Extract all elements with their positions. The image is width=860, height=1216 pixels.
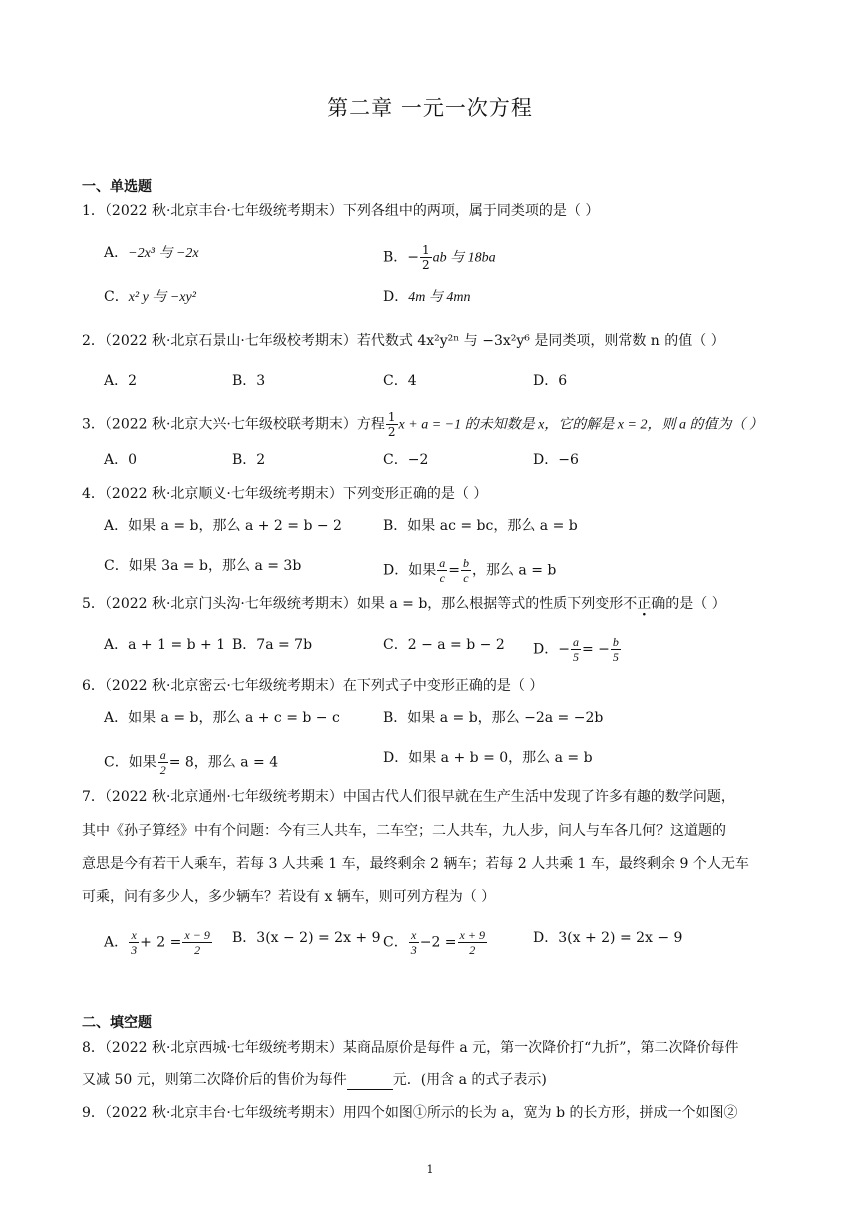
- question-4-stem: 4．（2022 秋·北京顺义·七年级统考期末）下列变形正确的是（ ）: [82, 486, 488, 502]
- question-7-line-1: 7．（2022 秋·北京通州·七年级统考期末）中国古代人们很早就在生产生活中发现了许多有趣的数学问题，: [82, 789, 735, 805]
- question-4-option-a: A．如果 a = b，那么 a + 2 = b − 2: [104, 518, 342, 534]
- question-3-option-b: B．2: [232, 452, 266, 468]
- question-3-option-c: C．−2: [383, 452, 429, 468]
- question-5-option-d: D．− $\frac{a}{5}$ = − $\frac{b}{5}$: [533, 635, 619, 664]
- question-2-option-a: A．2: [104, 373, 138, 389]
- question-4-option-d: D．如果 $\frac{a}{c}$ = $\frac{b}{c}$ ，那么 a = b: [383, 556, 557, 585]
- question-7-line-3: 意思是今有若干人乘车，若每 3 人共乘 1 车，最终剩余 2 辆车；若每 2 人共乘 1 车，最终剩余 9 个人无车: [82, 856, 749, 872]
- question-7-line-4: 可乘，问有多少人，多少辆车？若设有 x 辆车，则可列方程为（ ）: [82, 889, 496, 905]
- question-6-option-d: D．如果 a + b = 0，那么 a = b: [383, 750, 593, 766]
- question-3-stem: 3．（2022 秋·北京大兴·七年级校联考期末）方程 $\frac{1}{2}$ x + a = −1 的未知数是 x，它的解是 x = 2，则 a 的值为（ ）: [82, 410, 763, 439]
- question-6-stem: 6．（2022 秋·北京密云·七年级统考期末）在下列式子中变形正确的是（ ）: [82, 678, 544, 694]
- question-7-line-2: 其中《孙子算经》中有个问题：今有三人共车，二车空；二人共车，九人步，问人与车各几何？这道题的: [82, 823, 726, 839]
- question-5-option-c: C．2 − a = b − 2: [383, 637, 505, 653]
- page-title: 第二章 一元一次方程: [327, 96, 533, 120]
- question-7-option-d: D．3(x + 2) = 2x − 9: [533, 930, 683, 946]
- question-7-option-a: A． $\frac{x}{3}$ + 2 = $\frac{x - 9}{2}$: [104, 928, 210, 957]
- question-1-option-b: B．− $\frac{1}{2}$ ab 与 18ba: [383, 243, 496, 272]
- question-6-option-c: C．如果 $\frac{a}{2}$ = 8，那么 a = 4: [104, 748, 279, 777]
- question-8-line-2: 又减 50 元，则第二次降价后的售价为每件 元．(用含 a 的式子表示): [82, 1072, 547, 1088]
- question-2-stem: 2．（2022 秋·北京石景山·七年级校考期末）若代数式 4x²y²ⁿ 与 −3x²y⁶ 是同类项，则常数 n 的值（ ）: [82, 333, 725, 349]
- section-heading-fill-in: 二、填空题: [82, 1015, 152, 1031]
- question-1-stem: 1．（2022 秋·北京丰台·七年级统考期末）下列各组中的两项，属于同类项的是（ ）: [82, 203, 600, 219]
- question-2-option-b: B．3: [232, 373, 266, 389]
- question-7-option-b: B．3(x − 2) = 2x + 9: [232, 930, 381, 946]
- question-1-option-c: C．x² y 与 −xy²: [104, 289, 196, 305]
- question-5-option-a: A．a + 1 = b + 1: [104, 637, 226, 653]
- question-1-option-d: D．4m 与 4mn: [383, 289, 471, 305]
- question-7-option-c: C． $\frac{x}{3}$ −2 = $\frac{x + 9}{2}$: [383, 928, 485, 957]
- question-2-option-d: D．6: [533, 373, 568, 389]
- question-3-option-a: A．0: [104, 452, 138, 468]
- question-6-option-a: A．如果 a = b，那么 a + c = b − c: [104, 710, 340, 726]
- answer-blank: [347, 1075, 393, 1090]
- question-1-option-a: A．−2x³ 与 −2x: [104, 245, 199, 261]
- question-4-option-b: B．如果 ac = bc，那么 a = b: [383, 518, 578, 534]
- question-9-line-1: 9．（2022 秋·北京丰台·七年级统考期末）用四个如图①所示的长为 a，宽为 b 的长方形，拼成一个如图②: [82, 1105, 738, 1121]
- question-3-option-d: D．−6: [533, 452, 579, 468]
- section-heading-single-choice: 一、单选题: [82, 179, 152, 195]
- question-8-line-1: 8．（2022 秋·北京西城·七年级统考期末）某商品原价是每件 a 元，第一次降价打“九折”，第二次降价每件: [82, 1040, 739, 1056]
- page-number: 1: [426, 1163, 434, 1176]
- question-4-option-c: C．如果 3a = b，那么 a = 3b: [104, 558, 302, 574]
- emphasis-text: 不正确: [623, 596, 666, 612]
- question-5-stem: 5．（2022 秋·北京门头沟·七年级统考期末）如果 a = b，那么根据等式的性质下列变形不正确的是（ ）: [82, 596, 726, 612]
- question-5-option-b: B．7a = 7b: [232, 637, 313, 653]
- question-6-option-b: B．如果 a = b，那么 −2a = −2b: [383, 710, 604, 726]
- question-2-option-c: C．4: [383, 373, 417, 389]
